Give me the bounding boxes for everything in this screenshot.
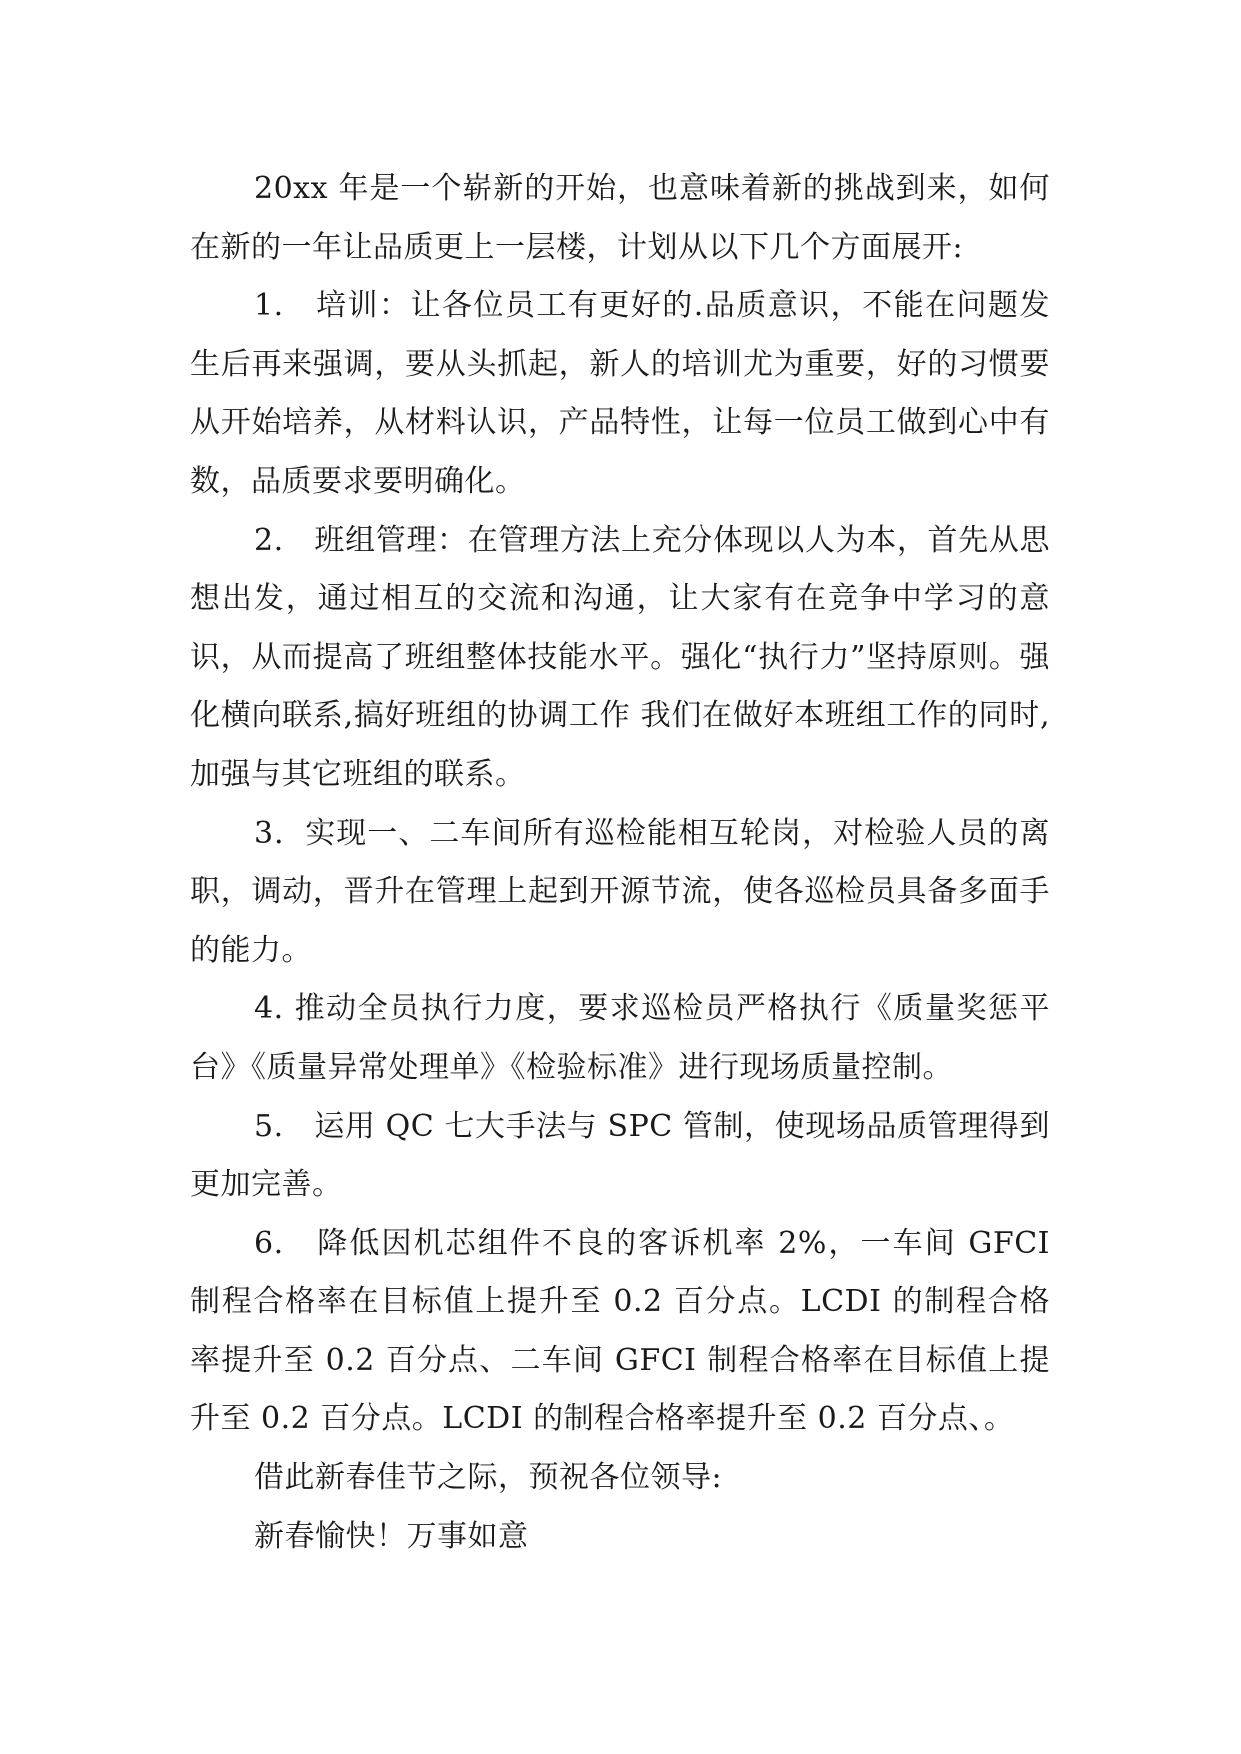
- paragraph-item-3-rotation: 3．实现一、二车间所有巡检能相互轮岗，对检验人员的离职，调动，晋升在管理上起到开源节流，使各巡检员具备多面手的能力。: [190, 815, 1050, 968]
- document-body: [190, 160, 1050, 1566]
- paragraph-item-6-pass-rate: 6. 降低因机芯组件不良的客诉机率 2%，一车间 GFCI 制程合格率在目标值上提升至 0.2 百分点。LCDI 的制程合格率提升至 0.2 百分点、二车间 GFCI 制程合格率在目标值上提升至 0.2 百分点。LCDI 的制程合格率提升至 0.2 百分点、。: [190, 1225, 1050, 1437]
- paragraph-greeting: 借此新春佳节之际，预祝各位领导:: [254, 1460, 723, 1496]
- paragraph-item-4-execution: 4. 推动全员执行力度，要求巡检员严格执行《质量奖惩平台》《质量异常处理单》《检验标准》进行现场质量控制。: [190, 991, 1050, 1085]
- paragraph-item-5-qc-spc: 5. 运用 QC 七大手法与 SPC 管制，使现场品质管理得到更加完善。: [190, 1108, 1050, 1203]
- paragraph-wishes: 新春愉快！万事如意: [254, 1518, 529, 1554]
- paragraph-intro: 20xx 年是一个崭新的开始，也意味着新的挑战到来，如何在新的一年让品质更上一层楼，计划从以下几个方面展开:: [190, 171, 1050, 265]
- paragraph-item-1-training: 1. 培训：让各位员工有更好的.品质意识，不能在问题发生后再来强调，要从头抓起，新人的培训尤为重要，好的习惯要从开始培养，从材料认识，产品特性，让每一位员工做到心中有数，品质要求要明确化。: [190, 288, 1050, 499]
- paragraph-item-2-team-management: 2. 班组管理：在管理方法上充分体现以人为本，首先从思想出发，通过相互的交流和沟通，让大家有在竞争中学习的意识，从而提高了班组整体技能水平。强化“执行力”坚持原则。强化横向联系,搞好班组的协调工作 我们在做好本班组工作的同时,加强与其它班组的联系。: [190, 522, 1050, 792]
